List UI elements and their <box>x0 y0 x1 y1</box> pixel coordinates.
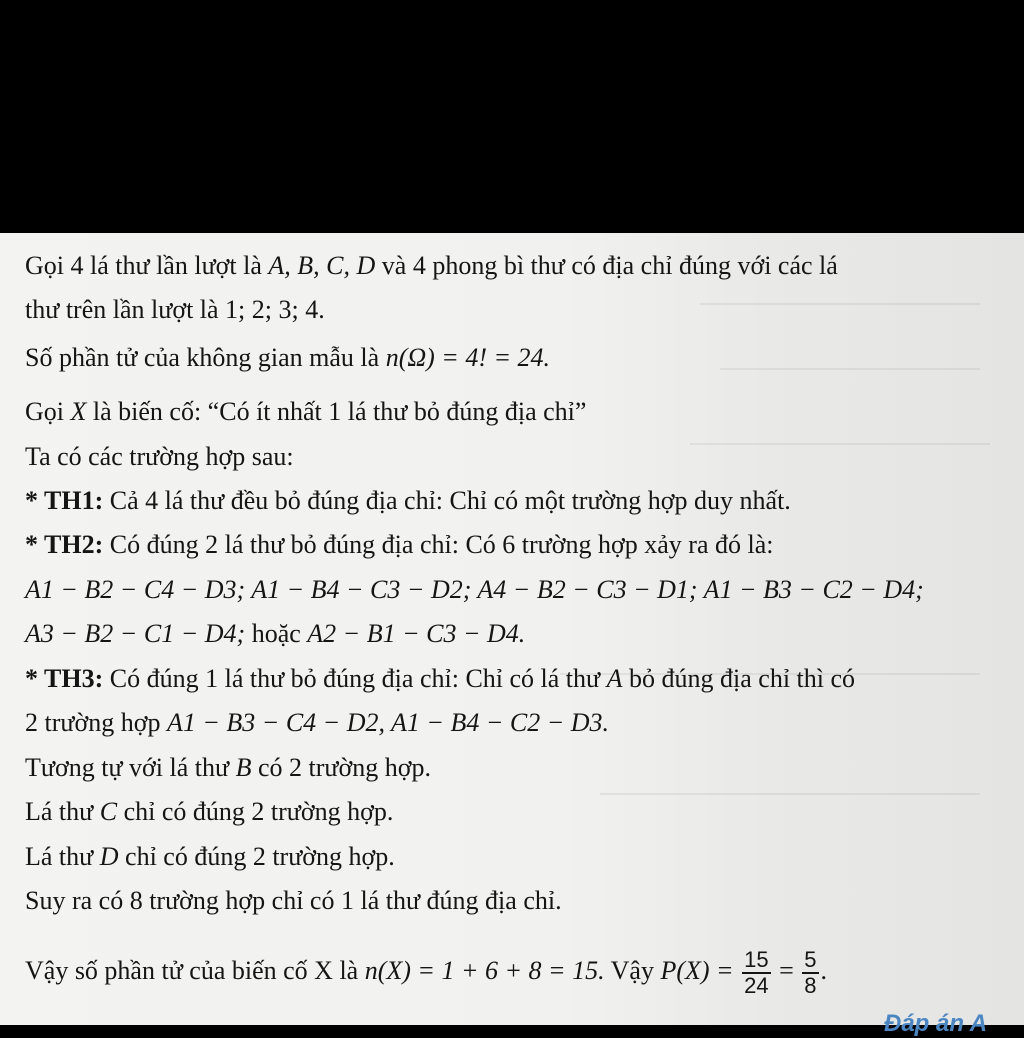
text: bỏ đúng địa chỉ thì có <box>622 664 856 693</box>
text: 2 trường hợp <box>25 708 167 737</box>
similar-b <box>25 753 431 783</box>
equals-sign: = <box>772 955 801 985</box>
bleed-line <box>720 368 980 370</box>
fraction-numerator: 5 <box>804 947 817 972</box>
case-th2-list-1 <box>25 575 924 605</box>
case-label: * TH3: <box>25 664 104 693</box>
var-letters: A, B, C, D <box>268 251 376 280</box>
fraction-denominator: 24 <box>744 973 769 998</box>
var-a: A <box>606 664 623 693</box>
case-label: * TH2: <box>25 530 104 559</box>
case-th2 <box>25 530 773 560</box>
bleed-line <box>600 793 980 795</box>
var-x: X <box>70 397 87 426</box>
bleed-line <box>690 443 990 445</box>
text: chỉ có đúng 2 trường hợp. <box>118 842 395 871</box>
text-line-2 <box>25 295 325 325</box>
bleed-line <box>700 303 980 305</box>
answer-label: Đáp án A <box>884 1010 988 1037</box>
text: Số phần tử của không gian mẫu là <box>25 343 386 372</box>
text: Có đúng 2 lá thư bỏ đúng địa chỉ: Có 6 trường hợp xảy ra đó là: <box>103 530 774 559</box>
text: chỉ có đúng 2 trường hợp. <box>117 797 394 826</box>
text-line-4 <box>25 397 586 427</box>
case-th3 <box>25 664 855 694</box>
fraction-5-8 <box>802 948 818 998</box>
case-th2-list-2 <box>25 619 525 649</box>
case-th3-line-2 <box>25 708 609 738</box>
math-count: n(X) = 1 + 6 + 8 = 15. <box>364 955 605 985</box>
case-th1 <box>25 486 791 516</box>
var-b: B <box>235 753 252 782</box>
text: Gọi 4 lá thư lần lượt là <box>25 251 269 280</box>
math-sample-space: n(Ω) = 4! = 24. <box>385 343 551 372</box>
text-line-1 <box>25 251 838 281</box>
text-line-5 <box>25 442 294 472</box>
math-cases: A3 − B2 − C1 − D4; <box>25 619 246 648</box>
text: Gọi <box>25 397 71 426</box>
text-line-3 <box>25 343 550 373</box>
similar-d <box>25 842 395 872</box>
case-label: * TH1: <box>25 486 104 515</box>
math-cases: A2 − B1 − C3 − D4. <box>307 619 526 648</box>
black-top-band <box>0 0 1024 233</box>
text: và 4 phong bì thư có địa chỉ đúng với các lá <box>375 251 838 280</box>
text: Ta có các trường hợp sau: <box>25 442 294 471</box>
text: Tương tự với lá thư <box>25 753 236 782</box>
math-cases: A1 − B2 − C4 − D3; A1 − B4 − C3 − D2; A4 − B2 − C3 − D1; A1 − B3 − C2 − D4; <box>25 575 924 604</box>
text: Suy ra có 8 trường hợp chỉ có 1 lá thư đúng địa chỉ. <box>25 886 562 915</box>
text: thư trên lần lượt là 1; 2; 3; 4. <box>25 295 325 324</box>
text: là biến cố: “Có ít nhất 1 lá thư bỏ đúng địa chỉ” <box>86 397 587 426</box>
math-probability: P(X) = <box>660 955 741 985</box>
period: . <box>820 955 827 985</box>
text: Vậy <box>604 955 661 985</box>
var-c: C <box>99 797 118 826</box>
text: có 2 trường hợp. <box>251 753 431 782</box>
text: Vậy số phần tử của biến cố X là <box>25 955 365 985</box>
text: Lá thư <box>25 842 100 871</box>
math-cases: A1 − B3 − C4 − D2, A1 − B4 − C2 − D3. <box>166 708 610 737</box>
similar-c <box>25 797 393 827</box>
var-d: D <box>99 842 119 871</box>
text: Lá thư <box>25 797 100 826</box>
fraction-15-24 <box>742 948 770 998</box>
sum-line <box>25 886 562 916</box>
fraction-numerator: 15 <box>744 947 769 972</box>
text: Có đúng 1 lá thư bỏ đúng địa chỉ: Chỉ có lá thư <box>103 664 607 693</box>
text: hoặc <box>245 619 308 648</box>
text: Cả 4 lá thư đều bỏ đúng địa chỉ: Chỉ có một trường hợp duy nhất. <box>103 486 791 515</box>
final-line <box>25 948 827 998</box>
fraction-denominator: 8 <box>804 973 817 998</box>
